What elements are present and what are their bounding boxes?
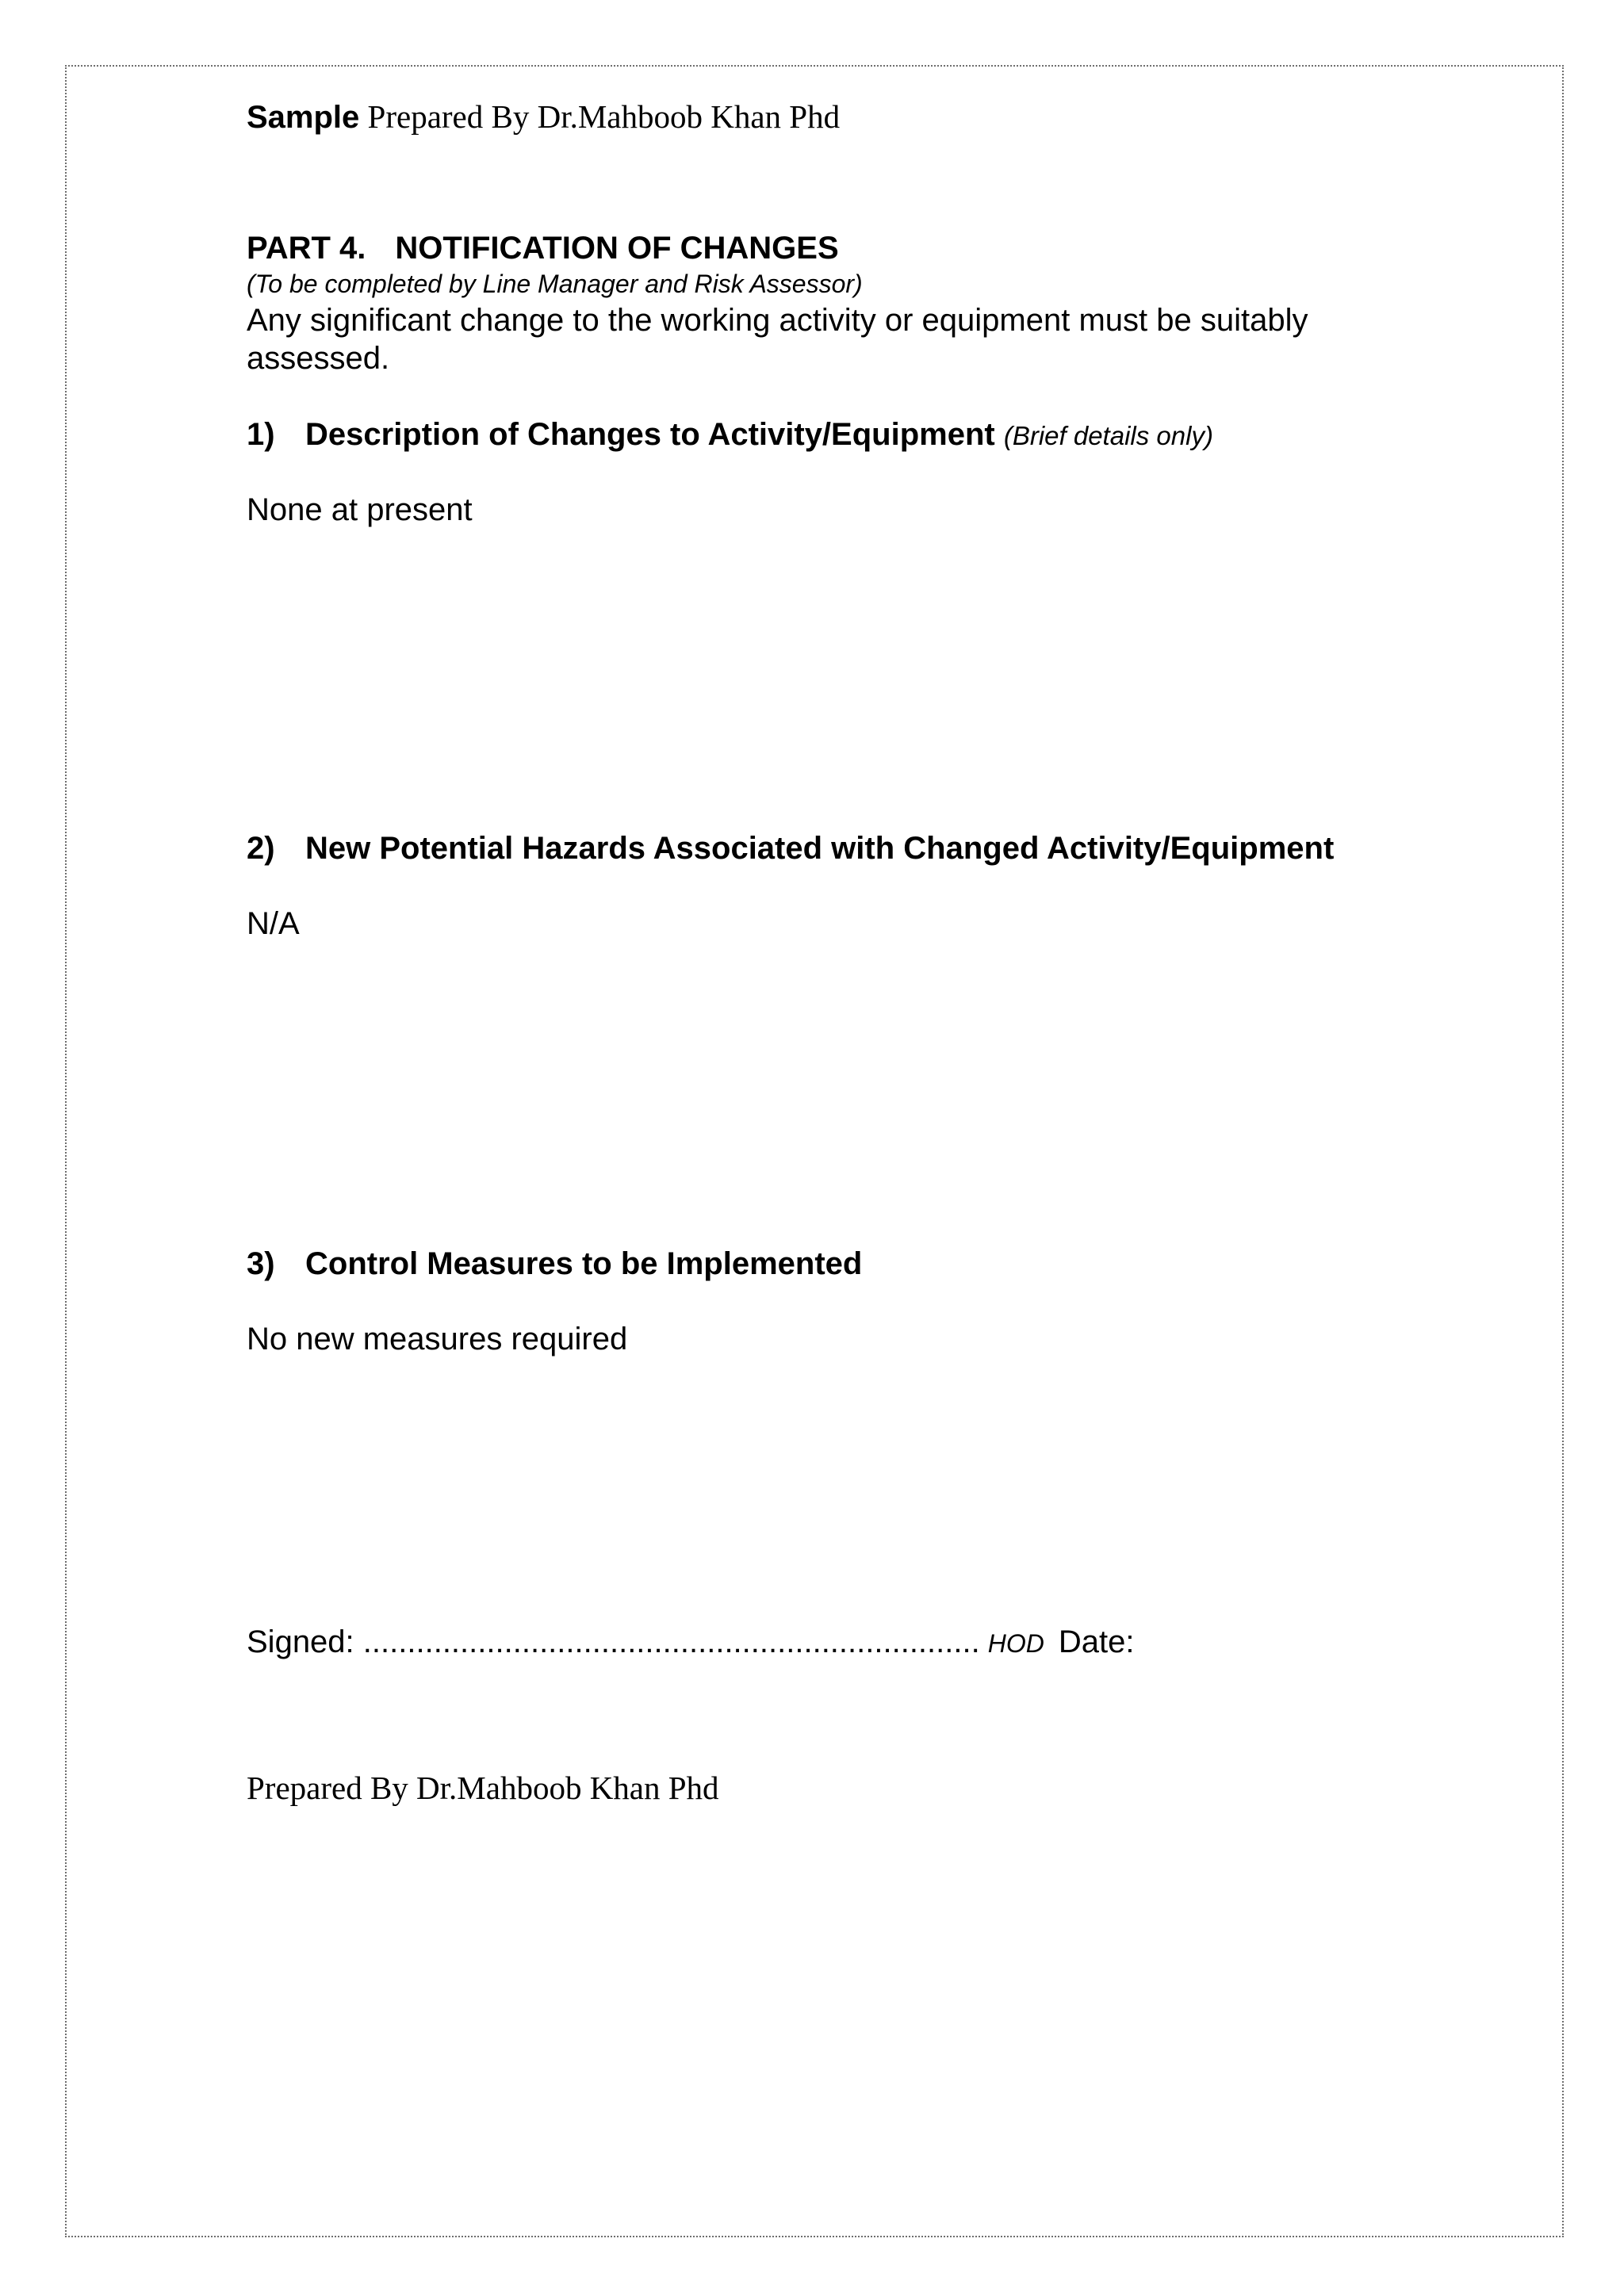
section-1-note: (Brief details only) xyxy=(1003,421,1213,450)
section-2-number: 2) xyxy=(247,831,275,866)
part-title xyxy=(247,230,839,266)
sample-label: Sample xyxy=(247,100,360,135)
part-intro: Any significant change to the working activity or equipment must be suitably assessed. xyxy=(247,303,1308,376)
section-3-body: No new measures required xyxy=(247,1322,628,1357)
signature-role: HOD xyxy=(987,1629,1044,1658)
part-title-text: NOTIFICATION OF CHANGES xyxy=(395,231,839,266)
page-border xyxy=(65,65,1564,2237)
section-1-body: None at present xyxy=(247,492,473,527)
date-label: Date: xyxy=(1058,1624,1135,1659)
signature-dots: ...................................................................... xyxy=(362,1624,980,1659)
page-header xyxy=(247,97,840,137)
page-footer: Prepared By Dr.Mahboob Khan Phd xyxy=(247,1770,719,1806)
section-3-number: 3) xyxy=(247,1246,275,1281)
section-1-title: Description of Changes to Activity/Equipment xyxy=(305,417,995,452)
signature-line xyxy=(247,1623,1134,1663)
part-number: PART 4. xyxy=(247,231,366,266)
section-2-body: N/A xyxy=(247,906,300,941)
section-2-heading xyxy=(247,829,1334,867)
section-1-number: 1) xyxy=(247,417,275,452)
section-1-heading xyxy=(247,415,1213,455)
signed-label: Signed: xyxy=(247,1624,354,1659)
header-prepared-by: Prepared By Dr.Mahboob Khan Phd xyxy=(367,98,841,135)
part-subtitle: (To be completed by Line Manager and Risk Assessor) xyxy=(247,270,863,298)
section-3-heading xyxy=(247,1245,862,1283)
section-3-title: Control Measures to be Implemented xyxy=(305,1246,863,1281)
section-2-title: New Potential Hazards Associated with Changed Activity/Equipment xyxy=(305,831,1335,866)
